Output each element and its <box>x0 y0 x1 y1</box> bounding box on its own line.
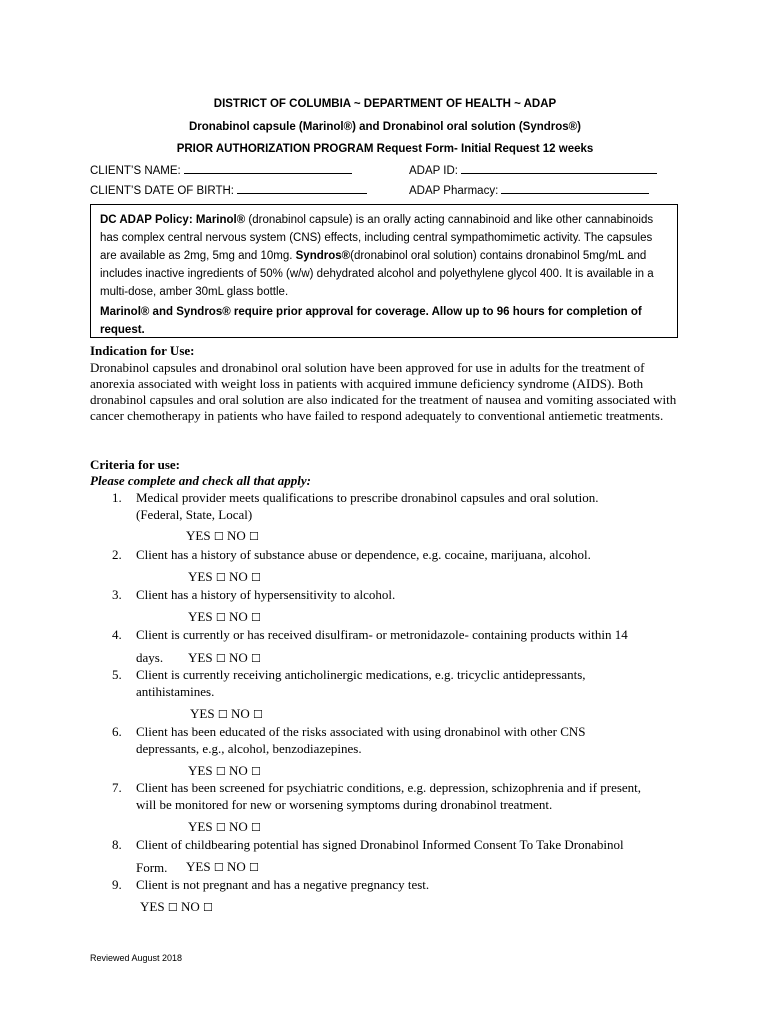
footer-reviewed: Reviewed August 2018 <box>90 953 183 963</box>
criteria-item-number: 3. <box>112 587 122 602</box>
adap-pharmacy-blank[interactable] <box>501 182 649 194</box>
yes-label: YES <box>188 763 213 778</box>
no-checkbox[interactable]: ☐ <box>248 530 259 543</box>
criteria-item-number: 1. <box>112 490 122 505</box>
indication-heading: Indication for Use: <box>90 343 195 358</box>
client-dob-field[interactable] <box>90 182 367 197</box>
policy-lead: DC ADAP Policy: Marinol® <box>100 214 246 226</box>
adap-pharmacy-label: ADAP Pharmacy: <box>409 185 499 197</box>
no-label: NO <box>228 650 248 665</box>
criteria-item-5 <box>112 667 682 700</box>
criteria-item-text: Client has been screened for psychiatric conditions, e.g. depression, schizophrenia and if present, <box>136 780 642 795</box>
no-label: NO <box>230 706 250 721</box>
criteria-item-text: Client has a history of hypersensitivity to alcohol. <box>136 587 396 602</box>
criteria-instruction: Please complete and check all that apply: <box>90 473 311 488</box>
yes-label: YES <box>188 609 213 624</box>
no-label: NO <box>226 528 246 543</box>
criteria-item-text-continued: Form. <box>136 859 168 875</box>
no-label: NO <box>226 859 246 874</box>
policy-box <box>90 204 678 338</box>
criteria-item-text: Client is not pregnant and has a negative pregnancy test. <box>136 877 430 892</box>
policy-text-part2: (dronabinol oral solution) contains dronabinol 5mg/mL and includes inactive ingredients of 50% (w/w) dehydrated alcohol and polyethylene glycol 400. It is available in a multi-dose, amber 30mL glass bottle. <box>100 250 654 298</box>
yes-no-group-6 <box>188 763 261 779</box>
agency-title: DISTRICT OF COLUMBIA ~ DEPARTMENT OF HEALTH ~ ADAP <box>213 98 557 110</box>
policy-text <box>100 211 669 301</box>
policy-syndros: Syndros® <box>295 250 351 262</box>
yes-label: YES <box>188 650 213 665</box>
no-label: NO <box>228 609 248 624</box>
adap-id-blank[interactable] <box>461 162 657 174</box>
yes-no-group-1 <box>186 528 259 544</box>
drug-title: Dronabinol capsule (Marinol®) and Dronabinol oral solution (Syndros®) <box>189 121 581 133</box>
client-dob-blank[interactable] <box>237 182 367 194</box>
criteria-item-text-continued: days. <box>136 649 164 665</box>
no-label: NO <box>228 569 248 584</box>
no-checkbox[interactable]: ☐ <box>252 708 263 721</box>
yes-checkbox[interactable]: ☐ <box>215 821 226 834</box>
criteria-item-text: Client is currently or has received disulfiram- or metronidazole- containing products within 14 <box>136 627 628 642</box>
criteria-item-number: 8. <box>112 837 122 852</box>
adap-id-field[interactable] <box>409 162 657 177</box>
criteria-item-text-continued: will be monitored for new or worsening symptoms during dronabinol treatment. <box>136 796 553 812</box>
yes-checkbox[interactable]: ☐ <box>215 652 226 665</box>
yes-label: YES <box>186 859 211 874</box>
yes-label: YES <box>186 528 211 543</box>
policy-notice: Marinol® and Syndros® require prior approval for coverage. Allow up to 96 hours for completion of request. <box>100 306 642 336</box>
yes-no-group-4 <box>188 650 261 666</box>
form-title: PRIOR AUTHORIZATION PROGRAM Request Form- Initial Request 12 weeks <box>176 143 594 155</box>
criteria-item-number: 9. <box>112 877 122 892</box>
no-checkbox[interactable]: ☐ <box>250 611 261 624</box>
yes-no-group-2 <box>188 569 261 585</box>
yes-no-group-9 <box>140 899 213 915</box>
criteria-item-7 <box>112 780 682 813</box>
no-checkbox[interactable]: ☐ <box>248 861 259 874</box>
yes-label: YES <box>190 706 215 721</box>
criteria-item-text: Client has been educated of the risks associated with using dronabinol with other CNS <box>136 724 586 739</box>
criteria-item-number: 5. <box>112 667 122 682</box>
yes-label: YES <box>188 569 213 584</box>
no-label: NO <box>228 763 248 778</box>
criteria-item-text: Client has a history of substance abuse or dependence, e.g. cocaine, marijuana, alcohol. <box>136 547 591 562</box>
yes-checkbox[interactable]: ☐ <box>215 611 226 624</box>
yes-checkbox[interactable]: ☐ <box>213 861 224 874</box>
client-name-label: CLIENT’S NAME: <box>90 165 181 177</box>
criteria-item-text-continued: depressants, e.g., alcohol, benzodiazepines. <box>136 740 362 756</box>
criteria-item-number: 7. <box>112 780 122 795</box>
yes-no-group-8 <box>186 859 259 875</box>
yes-checkbox[interactable]: ☐ <box>167 901 178 914</box>
yes-no-group-7 <box>188 819 261 835</box>
criteria-item-text-continued: antihistamines. <box>136 683 215 699</box>
criteria-item-number: 4. <box>112 627 122 642</box>
no-checkbox[interactable]: ☐ <box>250 765 261 778</box>
criteria-item-3 <box>112 587 682 604</box>
yes-checkbox[interactable]: ☐ <box>217 708 228 721</box>
criteria-item-1 <box>112 490 682 523</box>
indication-text: Dronabinol capsules and dronabinol oral solution have been approved for use in adults for the treatment of anorexia associated with weight loss in patients with acquired immune deficiency syndrome (AIDS). Both dronabinol capsules and oral solution are also indicated for the treatment of nausea and vomiting associated with cancer chemotherapy in patients who have failed to respond adequately to conventional antiemetic treatments. <box>90 360 677 423</box>
adap-id-label: ADAP ID: <box>409 165 458 177</box>
criteria-item-9 <box>112 877 682 894</box>
yes-checkbox[interactable]: ☐ <box>213 530 224 543</box>
criteria-item-text: Client is currently receiving anticholinergic medications, e.g. tricyclic antidepressants, <box>136 667 586 682</box>
criteria-item-2 <box>112 547 682 564</box>
no-checkbox[interactable]: ☐ <box>250 821 261 834</box>
no-checkbox[interactable]: ☐ <box>202 901 213 914</box>
yes-no-group-5 <box>190 706 263 722</box>
criteria-item-text: Medical provider meets qualifications to prescribe dronabinol capsules and oral solution. <box>136 490 599 505</box>
criteria-item-number: 6. <box>112 724 122 739</box>
no-checkbox[interactable]: ☐ <box>250 652 261 665</box>
criteria-item-text-continued: (Federal, State, Local) <box>136 506 253 522</box>
yes-checkbox[interactable]: ☐ <box>215 765 226 778</box>
criteria-heading: Criteria for use: <box>90 457 181 472</box>
policy-text-part1: (dronabinol capsule) is an orally acting cannabinoid and like other cannabinoids has complex central nervous system (CNS) effects, including central sympathomimetic activity. The capsules are available as 2mg, 5mg and 10mg. <box>100 214 654 262</box>
no-label: NO <box>228 819 248 834</box>
client-name-blank[interactable] <box>184 162 352 174</box>
client-name-field[interactable] <box>90 162 352 177</box>
yes-label: YES <box>140 899 165 914</box>
client-dob-label: CLIENT’S DATE OF BIRTH: <box>90 185 234 197</box>
yes-checkbox[interactable]: ☐ <box>215 571 226 584</box>
criteria-item-number: 2. <box>112 547 122 562</box>
yes-no-group-3 <box>188 609 261 625</box>
yes-label: YES <box>188 819 213 834</box>
criteria-item-text: Client of childbearing potential has signed Dronabinol Informed Consent To Take Dronabinol <box>136 837 624 852</box>
criteria-item-6 <box>112 724 682 757</box>
no-checkbox[interactable]: ☐ <box>250 571 261 584</box>
adap-pharmacy-field[interactable] <box>409 182 649 197</box>
no-label: NO <box>180 899 200 914</box>
